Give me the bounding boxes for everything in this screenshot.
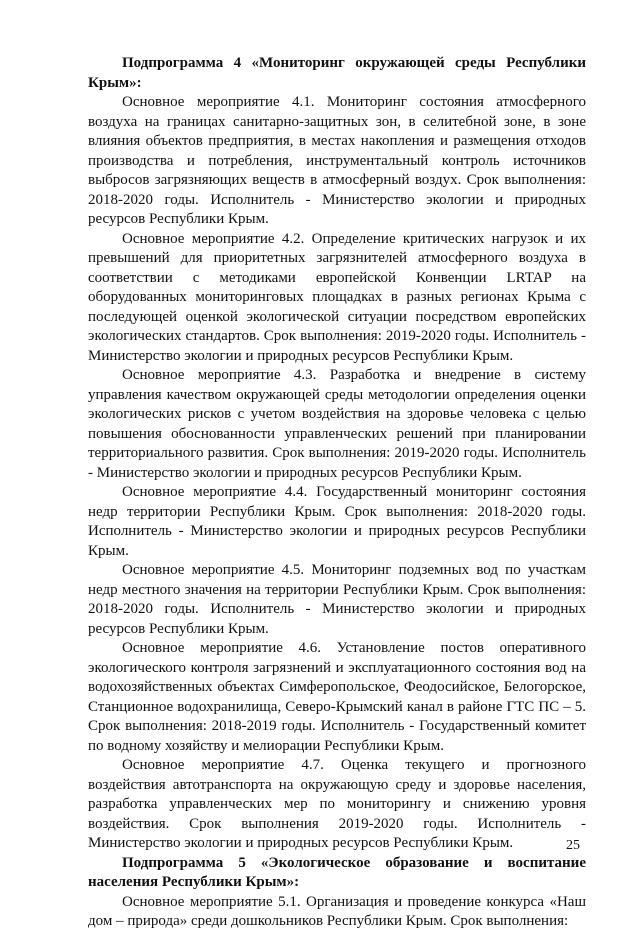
activity-4-2-paragraph: Основное мероприятие 4.2. Определение критических нагрузок и их превышений для приоритетных загрязнителей атмосферного воздуха в соответствии с методиками европейской Конвенции LRTAP на оборудованных мониторинговых площадках в разных регионах Крыма с последующей оценкой экологической ситуации посредством европейских экологических стандартов. Срок выполнения: 2019-2020 годы. Исполнитель - Министерство экологии и природных ресурсов Республики Крым. <box>88 230 586 364</box>
activity-4-1-paragraph: Основное мероприятие 4.1. Мониторинг состояния атмосферного воздуха на границах санитарно-защитных зон, в селитебной зоне, в зоне влияния объектов предприятия, в местах накопления и размещения отходов производства и потребления, инструментальный контроль источников выбросов загрязняющих веществ в атмосферный воздух. Срок выполнения: 2018-2020 годы. Исполнитель - Министерство экологии и природных ресурсов Республики Крым. <box>88 94 586 227</box>
activity-4-7-paragraph: Основное мероприятие 4.7. Оценка текущего и прогнозного воздействия автотранспорта на окружающую среду и здоровье населения, разработка управленческих мер по мониторингу и снижению уровня воздействия. Срок выполнения 2019-2020 годы. Исполнитель - Министерство экологии и природных ресурсов Республики Крым. <box>88 757 586 851</box>
activity-4-6-paragraph: Основное мероприятие 4.6. Установление постов оперативного экологического контроля загрязнений и эксплуатационного состояния вод на водохозяйственных объектах Симферопольское, Феодосийское, Белогорское, Станционное водохранилища, Северо-Крымский канал в районе ГТС ПС – 5. Срок выполнения: 2018-2019 годы. Исполнитель - Государственный комитет по водному хозяйству и мелиорации Республики Крым. <box>88 640 586 754</box>
activity-5-1-paragraph: Основное мероприятие 5.1. Организация и проведение конкурса «Наш дом – природа» среди дошкольников Республики Крым. Срок выполнения: <box>88 893 586 929</box>
subprogram-4-heading: Подпрограмма 4 «Мониторинг окружающей среды Республики Крым»: <box>88 55 586 91</box>
activity-4-3-paragraph: Основное мероприятие 4.3. Разработка и внедрение в систему управления качеством окружающей среды методологии определения оценки экологических рисков с учетом воздействия на здоровье человека с целью повышения обоснованности управленческих решений при планировании территориального развития. Срок выполнения: 2019-2020 годы. Исполнитель - Министерство экологии и природных ресурсов Республики Крым. <box>88 367 586 481</box>
activity-4-5-paragraph: Основное мероприятие 4.5. Мониторинг подземных вод по участкам недр местного значения на территории Республики Крым. Срок выполнения: 2018-2020 годы. Исполнитель - Министерство экологии и природных ресурсов Республики Крым. <box>88 562 586 637</box>
activity-4-4-paragraph: Основное мероприятие 4.4. Государственный мониторинг состояния недр территории Республики Крым. Срок выполнения: 2018-2020 годы. Исполнитель - Министерство экологии и природных ресурсов Республики Крым. <box>88 484 586 559</box>
document-body <box>88 54 586 932</box>
page-number: 25 <box>566 838 580 853</box>
subprogram-5-heading: Подпрограмма 5 «Экологическое образование и воспитание населения Республики Крым»: <box>88 854 586 890</box>
